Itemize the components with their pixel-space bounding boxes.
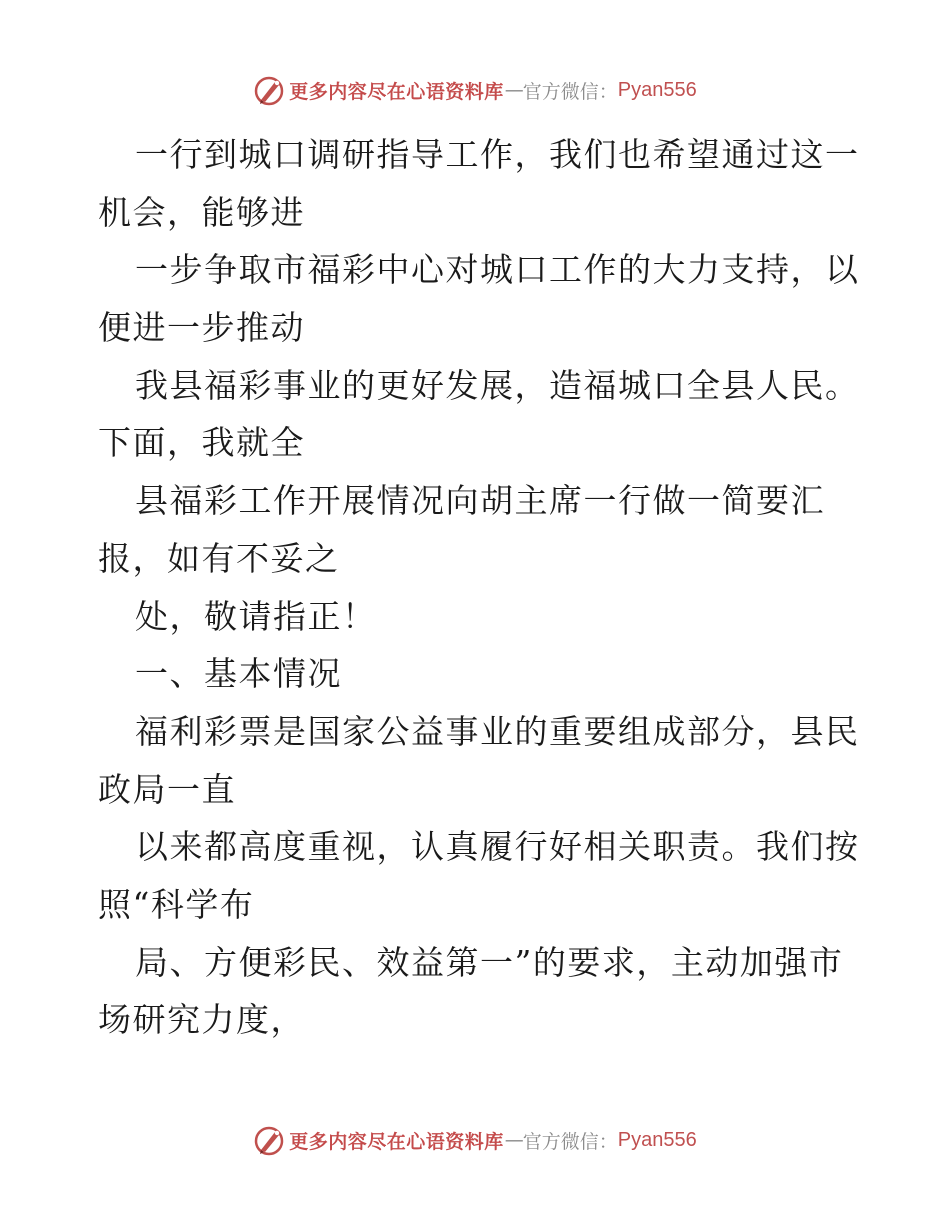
wechat-id: Pyan556 bbox=[617, 1128, 697, 1151]
promo-text: 更多内容尽在心语资料库 bbox=[289, 80, 504, 103]
body-line: 照“科学布 bbox=[98, 884, 255, 924]
wechat-id: Pyan556 bbox=[617, 78, 697, 101]
body-line: 以来都高度重视，认真履行好相关职责。我们按 bbox=[135, 827, 860, 867]
wechat-label: 官方微信： bbox=[522, 1130, 618, 1153]
body-line: 场研究力度， bbox=[98, 1000, 305, 1040]
body-line: 政局一直 bbox=[98, 769, 236, 809]
body-line: 我县福彩事业的更好发展，造福城口全县人民。 bbox=[135, 365, 860, 405]
body-line: 一步争取市福彩中心对城口工作的大力支持，以 bbox=[135, 250, 860, 290]
footer-banner bbox=[0, 1120, 950, 1160]
separator-dash: — bbox=[504, 1129, 522, 1151]
body-line: 县福彩工作开展情况向胡主席一行做一简要汇 bbox=[135, 481, 825, 521]
body-line: 便进一步推动 bbox=[98, 308, 305, 348]
body-line: 处，敬请指正！ bbox=[135, 596, 377, 636]
section-heading: 一、基本情况 bbox=[135, 654, 342, 694]
body-line: 机会，能够进 bbox=[98, 192, 305, 232]
wechat-label: 官方微信： bbox=[522, 80, 618, 103]
promo-text: 更多内容尽在心语资料库 bbox=[289, 1130, 504, 1153]
document-body bbox=[98, 126, 858, 1049]
body-line: 报，如有不妥之 bbox=[98, 538, 340, 578]
pen-logo-icon bbox=[253, 1124, 285, 1156]
separator-dash: — bbox=[504, 79, 522, 101]
body-line: 下面，我就全 bbox=[98, 423, 305, 463]
header-banner bbox=[0, 70, 950, 110]
body-line: 一行到城口调研指导工作，我们也希望通过这一 bbox=[135, 135, 860, 174]
body-line: 局、方便彩民、效益第一”的要求，主动加强市 bbox=[135, 942, 844, 982]
body-line: 福利彩票是国家公益事业的重要组成部分，县民 bbox=[135, 711, 860, 751]
pen-logo-icon bbox=[253, 74, 285, 106]
